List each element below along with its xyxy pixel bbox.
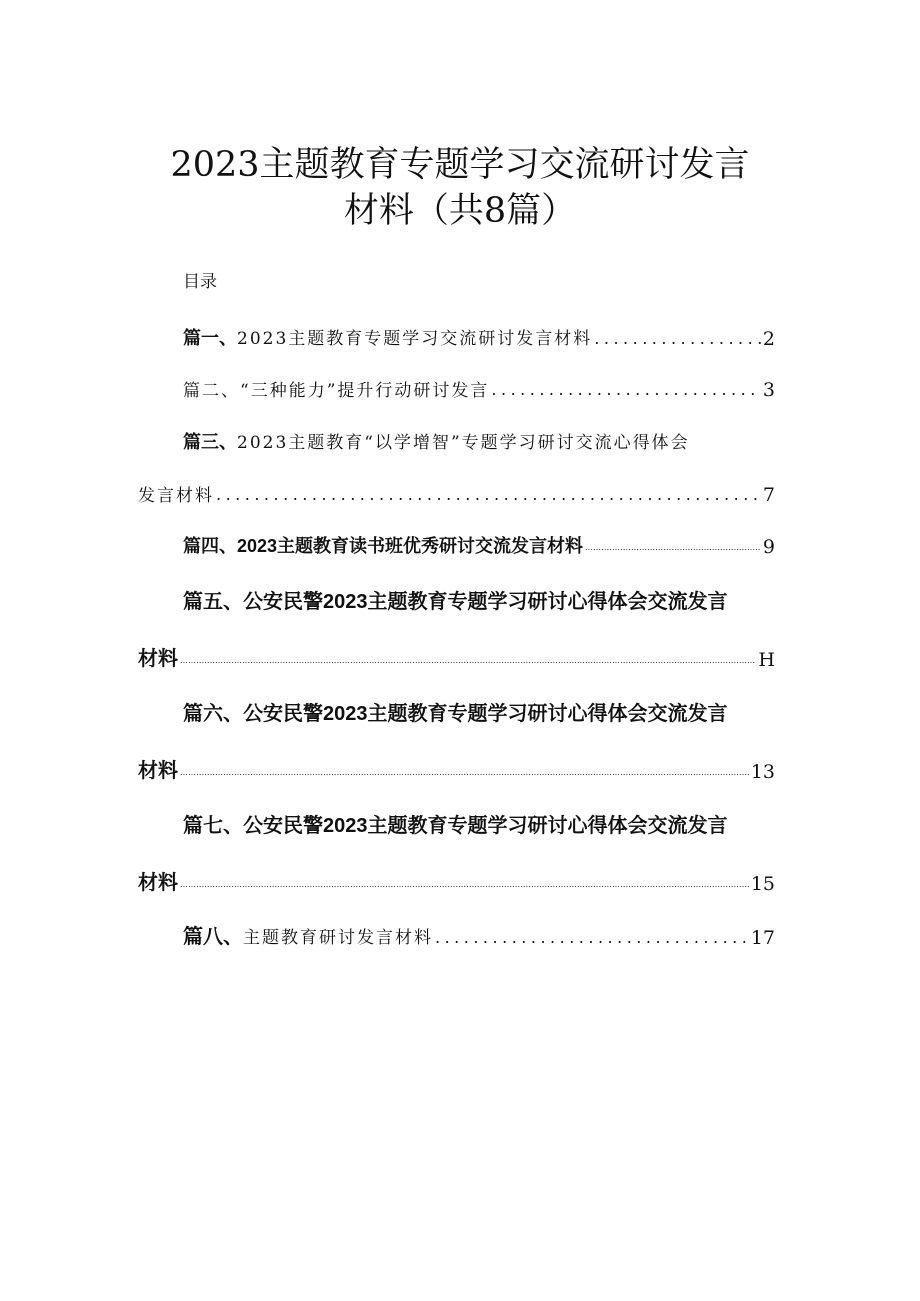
toc-entry-title: 2023主题教育专题学习交流研讨发言材料 <box>237 329 593 349</box>
toc-entry-5[interactable] <box>183 585 728 613</box>
dot-leader <box>585 539 761 555</box>
document-title-line-1: 2023主题教育专题学习交流研讨发言 <box>170 145 750 185</box>
dot-leader <box>216 487 761 503</box>
toc-entry-3-continuation[interactable] <box>138 478 775 506</box>
toc-entry-title: “三种能力”提升行动研讨发言 <box>240 381 490 401</box>
dot-leader <box>491 382 761 398</box>
toc-entry-3[interactable] <box>183 428 690 456</box>
toc-entry-title: 2023主题教育读书班优秀研讨交流发言材料 <box>237 536 584 556</box>
toc-entry-4[interactable] <box>183 530 775 558</box>
toc-entry-page: 7 <box>762 484 775 506</box>
toc-entry-8[interactable] <box>183 921 775 949</box>
dot-leader <box>180 876 749 892</box>
toc-entry-page: 3 <box>762 379 775 401</box>
toc-heading: 目录 <box>183 272 217 292</box>
toc-entry-label: 篇七、 <box>183 815 243 837</box>
toc-entry-1[interactable] <box>183 322 775 350</box>
document-title-line-2: 材料（共8篇） <box>343 191 577 231</box>
toc-entry-title: 公安民警2023主题教育专题学习研讨心得体会交流发言 <box>243 591 728 613</box>
toc-entry-page: 15 <box>750 873 775 895</box>
toc-entry-6[interactable] <box>183 697 728 725</box>
toc-entry-label: 篇五、 <box>183 591 243 613</box>
toc-entry-continuation: 发言材料 <box>138 486 214 506</box>
dot-leader <box>180 652 756 668</box>
toc-entry-label: 篇二、 <box>183 381 240 401</box>
toc-entry-page: 17 <box>750 927 775 949</box>
toc-entry-7-continuation[interactable] <box>138 867 775 895</box>
toc-entry-title: 2023主题教育“以学增智”专题学习研讨交流心得体会 <box>237 433 690 453</box>
toc-entry-page: H <box>758 649 775 671</box>
toc-entry-label: 篇三、 <box>183 432 237 452</box>
toc-entry-title: 公安民警2023主题教育专题学习研讨心得体会交流发言 <box>243 703 728 725</box>
toc-entry-continuation: 材料 <box>138 648 178 670</box>
toc-entry-label: 篇一、 <box>183 328 237 348</box>
toc-entry-continuation: 材料 <box>138 760 178 782</box>
toc-entry-5-continuation[interactable] <box>138 643 775 671</box>
dot-leader <box>435 930 749 946</box>
toc-entry-label: 篇六、 <box>183 703 243 725</box>
toc-entry-label: 篇四、 <box>183 536 237 556</box>
toc-entry-page: 13 <box>750 761 775 783</box>
toc-entry-2[interactable] <box>183 373 775 401</box>
toc-entry-page: 2 <box>762 328 775 350</box>
toc-entry-7[interactable] <box>183 809 728 837</box>
toc-entry-6-continuation[interactable] <box>138 755 775 783</box>
toc-entry-title: 公安民警2023主题教育专题学习研讨心得体会交流发言 <box>243 815 728 837</box>
dot-leader <box>180 764 749 780</box>
dot-leader <box>594 331 761 347</box>
toc-entry-continuation: 材料 <box>138 872 178 894</box>
toc-entry-title: 主题教育研讨发言材料 <box>243 928 433 948</box>
toc-entry-label: 篇八、 <box>183 926 243 948</box>
toc-entry-page: 9 <box>762 536 775 558</box>
